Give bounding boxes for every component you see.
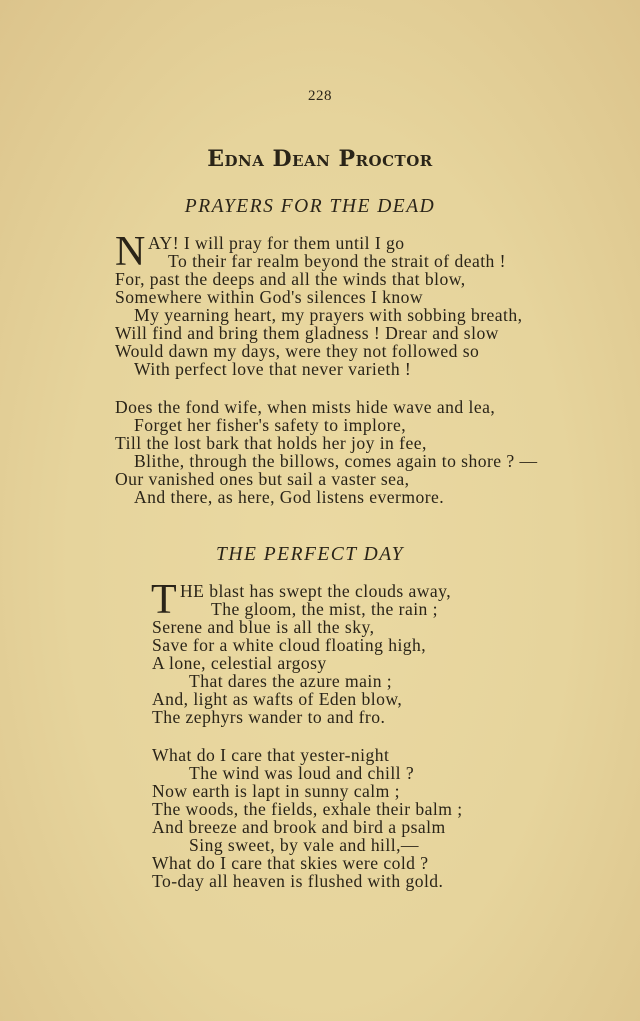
poem-line: Forget her fisher's safety to implore, [134,415,407,435]
poem-line: For, past the deeps and all the winds that blow, [115,269,466,289]
poem-line: The woods, the fields, exhale their balm ; [152,799,463,819]
poem-line: And, light as wafts of Eden blow, [152,689,403,709]
poem-line: Will find and bring them gladness ! Drear and slow [115,323,499,343]
poem-line: Somewhere within God's silences I know [115,287,424,307]
poem-line: Our vanished ones but sail a vaster sea, [115,469,410,489]
poem-title-prayers-for-the-dead: PRAYERS FOR THE DEAD [184,196,436,217]
poem-line: The zephyrs wander to and fro. [152,707,386,727]
poem-line: Till the lost bark that holds her joy in fee, [115,433,427,453]
poem-line: The gloom, the mist, the rain ; [211,599,438,619]
poem-title-the-perfect-day: THE PERFECT DAY [216,544,404,565]
poem-line: With perfect love that never varieth ! [134,359,412,379]
poem-line: What do I care that yester-night [152,745,390,765]
poem-line: AY! I will pray for them until I go [148,233,405,253]
poem-line: And there, as here, God listens evermore. [134,487,445,507]
drop-cap: T [151,577,177,623]
poem-line: The wind was loud and chill ? [189,763,415,783]
page-number: 228 [308,88,332,104]
poem-line: To-day all heaven is flushed with gold. [152,871,444,891]
poem-line: Sing sweet, by vale and hill,— [189,835,419,855]
poem-line: Serene and blue is all the sky, [152,617,375,637]
poem-line: Now earth is lapt in sunny calm ; [152,781,400,801]
author-heading: Edna Dean Proctor [207,146,433,172]
poem-line: Blithe, through the billows, comes again to shore ? — [134,451,538,471]
poem-line: To their far realm beyond the strait of death ! [168,251,506,271]
poem-line: HE blast has swept the clouds away, [180,581,452,601]
poem-line: A lone, celestial argosy [152,653,327,673]
poem-line: And breeze and brook and bird a psalm [152,817,446,837]
poem-line: That dares the azure main ; [189,671,393,691]
poem-line: Does the fond wife, when mists hide wave and lea, [115,397,496,417]
poem-line: My yearning heart, my prayers with sobbing breath, [134,305,523,325]
poem-line: Save for a white cloud floating high, [152,635,427,655]
poem-line: Would dawn my days, were they not followed so [115,341,480,361]
drop-cap: N [115,229,146,275]
poem-line: What do I care that skies were cold ? [152,853,429,873]
